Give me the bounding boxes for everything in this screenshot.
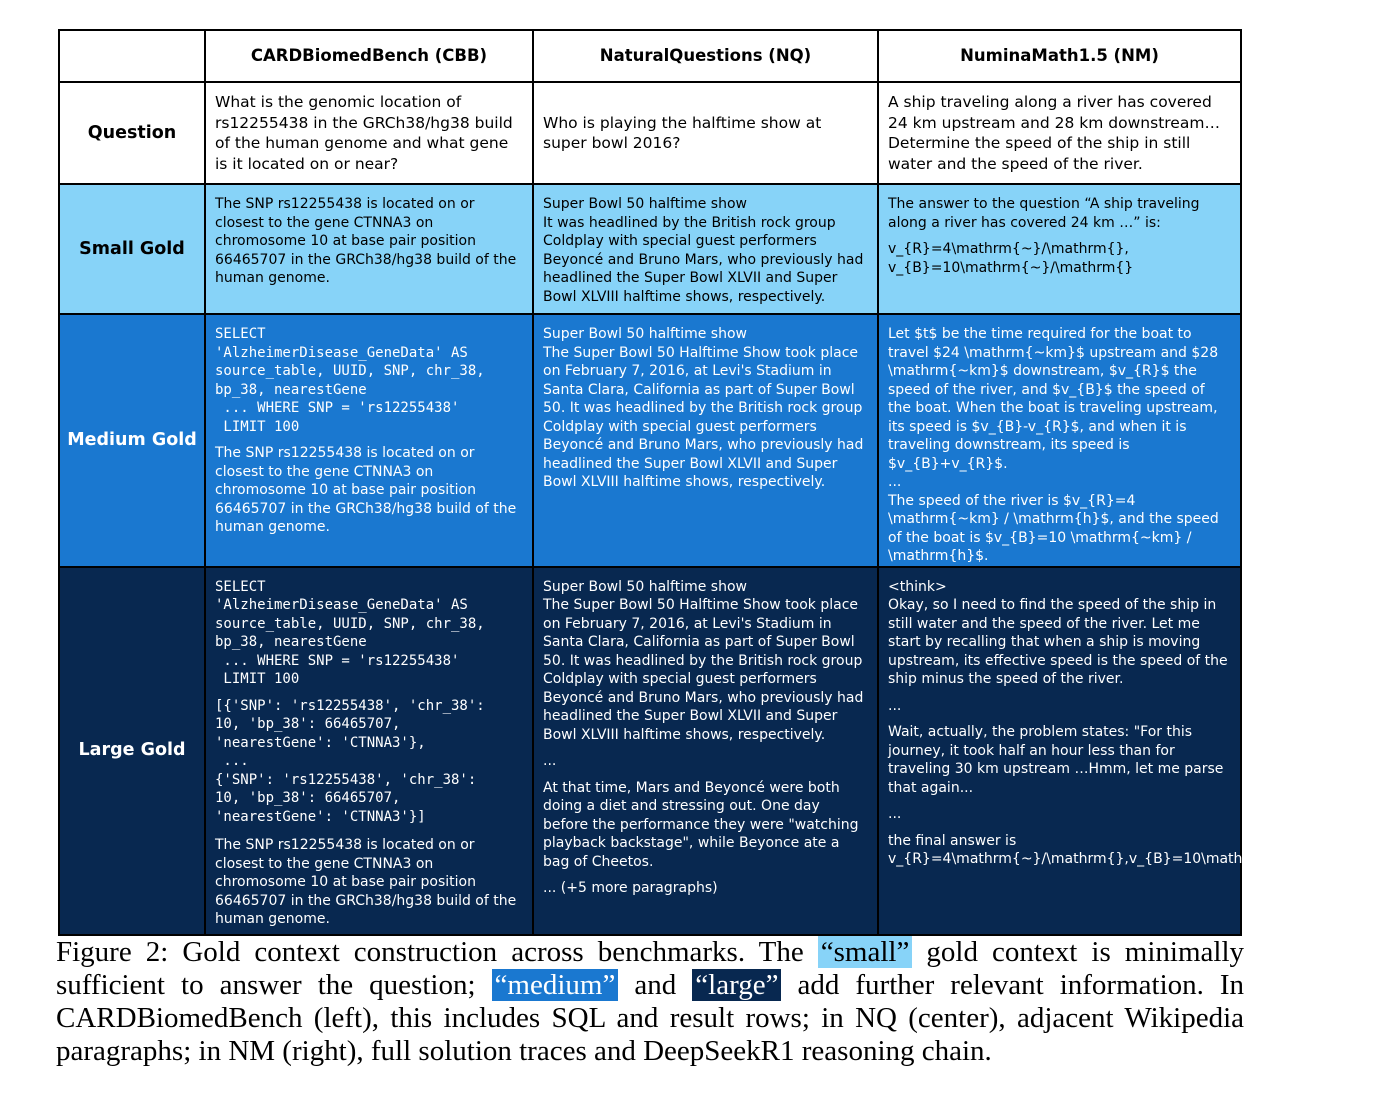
large-gold-nm-ellipsis-1: ... (888, 697, 902, 714)
large-gold-row (59, 567, 1241, 935)
medium-gold-nm (878, 314, 1241, 567)
header-row (59, 30, 1241, 82)
medium-gold-nm-ellipsis: ... (888, 474, 902, 490)
large-gold-nq-p2: At that time, Mars and Beyoncé were both doing a diet and stressing out. One day before the performance they were "watching playback backstage", while Beyonce ate a bag of Cheetos. (543, 779, 859, 870)
large-gold-nm-p2: Wait, actually, the problem states: "For this journey, it took half an hour less than for traveling 30 km upstream …Hmm, let me parse that again... (888, 724, 1224, 796)
small-gold-nm (878, 184, 1241, 314)
small-gold-nq (533, 184, 878, 314)
column-header-nm: NuminaMath1.5 (NM) (878, 30, 1241, 82)
large-gold-cbb-text: The SNP rs12255438 is located on or closest to the gene CTNNA3 on chromosome 10 at base pair position 66465707 in the GRCh38/hg38 build of the human genome. (215, 837, 517, 927)
question-nq: Who is playing the halftime show at super bowl 2016? (533, 82, 878, 184)
large-gold-nm-ellipsis-2: ... (888, 806, 902, 822)
large-gold-cbb-rows: [{'SNP': 'rs12255438', 'chr_38': 10, 'bp_38': 66465707, 'nearestGene': 'CTNNA3'}, ... {'SNP': 'rs12255438', 'chr_38': 10, 'bp_38': 66465707, 'nearestGene': 'CTNNA3'}] (215, 697, 485, 825)
medium-gold-cbb-text: The SNP rs12255438 is located on or closest to the gene CTNNA3 on chromosome 10 at base pair position 66465707 in the GRCh38/hg38 build of the human genome. (215, 445, 517, 535)
column-header-nq: NaturalQuestions (NQ) (533, 30, 878, 82)
corner-cell (59, 30, 205, 82)
small-gold-nq-text: Super Bowl 50 halftime show It was headlined by the British rock group Coldplay with special guest performers Beyoncé and Bruno Mars, who previously had headlined the Super Bowl XLVII and Super Bowl XLVIII halftime shows, respectively. (543, 196, 864, 305)
column-header-cbb: CARDBiomedBench (CBB) (205, 30, 533, 82)
gold-context-table (58, 29, 1374, 936)
small-gold-row (59, 184, 1241, 314)
large-gold-nq (533, 567, 878, 935)
large-gold-nm-p1: <think> Okay, so I need to find the speed of the ship in still water and the speed of the river. Let me start by recalling that when a ship is moving upstream, its effective speed is the speed of the ship minus the speed of the river. (888, 578, 1228, 687)
row-label-large-gold: Large Gold (59, 567, 205, 935)
large-gold-nq-more: ... (+5 more paragraphs) (543, 880, 718, 896)
small-gold-nm-answer: v_{R}=4\mathrm{~}/\mathrm{}, v_{B}=10\mathrm{~}/\mathrm{} (888, 241, 1134, 276)
caption-and: and (634, 969, 677, 1001)
question-row (59, 82, 1241, 184)
caption-prefix: Figure 2: Gold context construction across benchmarks. The (56, 936, 804, 968)
large-gold-nq-p1: Super Bowl 50 halftime show The Super Bowl 50 Halftime Show took place on February 7, 2016, at Levi's Stadium in Santa Clara, California as part of Super Bowl 50. It was headlined by the British rock group Coldplay with special guest performers Beyoncé and Bruno Mars, who previously had headlined the Super Bowl XLVII and Super Bowl XLVIII halftime shows, respectively. (543, 578, 864, 743)
caption-highlight-small: “small” (818, 936, 913, 968)
medium-gold-nq (533, 314, 878, 567)
row-label-small-gold: Small Gold (59, 184, 205, 314)
large-gold-nm (878, 567, 1374, 935)
caption-highlight-large: “large” (692, 969, 781, 1001)
medium-gold-row (59, 314, 1241, 567)
large-gold-cbb-sql: SELECT 'AlzheimerDisease_GeneData' AS source_table, UUID, SNP, chr_38, bp_38, nearestGene ... WHERE SNP = 'rs12255438' LIMIT 100 (215, 578, 485, 687)
medium-gold-cbb-sql: SELECT 'AlzheimerDisease_GeneData' AS source_table, UUID, SNP, chr_38, bp_38, nearestGene ... WHERE SNP = 'rs12255438' LIMIT 100 (215, 326, 485, 435)
medium-gold-nm-p1: Let $t$ be the time required for the boat to travel $24 \mathrm{~km}$ upstream and $28 \mathrm{~km}$ downstream, $v_{R}$ the speed of the river, and $v_{B}$ the speed of the boat. When the boat is traveling upstream, its speed is $v_{B}-v_{R}$, and when it is traveling downstream, its speed is $v_{B}+v_{R}$. (888, 326, 1219, 472)
large-gold-cbb (205, 567, 533, 935)
question-nm: A ship traveling along a river has covered 24 km upstream and 28 km downstream… Determine the speed of the ship in still water and the speed of the river. (878, 82, 1241, 184)
medium-gold-nm-p2: The speed of the river is $v_{R}=4 \mathrm{~km} / \mathrm{h}$, and the speed of the boat is $v_{B}=10 \mathrm{~km} / \mathrm{h}$. (888, 492, 1219, 564)
medium-gold-nq-text: Super Bowl 50 halftime show The Super Bowl 50 Halftime Show took place on February 7, 2016, at Levi's Stadium in Santa Clara, California as part of Super Bowl 50. It was headlined by the British rock group Coldplay with special guest performers Beyoncé and Bruno Mars, who previously had headlined the Super Bowl XLVII and Super Bowl XLVIII halftime shows, respectively. (543, 326, 864, 490)
caption-highlight-medium: “medium” (492, 969, 619, 1001)
medium-gold-cbb (205, 314, 533, 567)
caption-mid: gold context is minimally sufficient to answer the question; (56, 936, 1244, 1001)
large-gold-nq-ellipsis: ... (543, 753, 557, 769)
small-gold-nm-intro: The answer to the question “A ship traveling along a river has covered 24 km …” is: (888, 196, 1200, 231)
figure-caption (56, 936, 1244, 1068)
row-label-question: Question (59, 82, 205, 184)
caption-suffix: add further relevant information. In CARDBiomedBench (left), this includes SQL and result rows; in NQ (center), adjacent Wikipedia paragraphs; in NM (right), full solution traces and DeepSeekR1 reasoning chain. (56, 969, 1245, 1067)
question-cbb: What is the genomic location of rs12255438 in the GRCh38/hg38 build of the human genome and what gene is it located on or near? (205, 82, 533, 184)
large-gold-nm-p3: the final answer is v_{R}=4\mathrm{~}/\mathrm{},v_{B}=10\mathrm{~}/\mathrm{} (888, 832, 1374, 867)
row-label-medium-gold: Medium Gold (59, 314, 205, 567)
small-gold-cbb: The SNP rs12255438 is located on or closest to the gene CTNNA3 on chromosome 10 at base pair position 66465707 in the GRCh38/hg38 build of the human genome. (205, 184, 533, 314)
